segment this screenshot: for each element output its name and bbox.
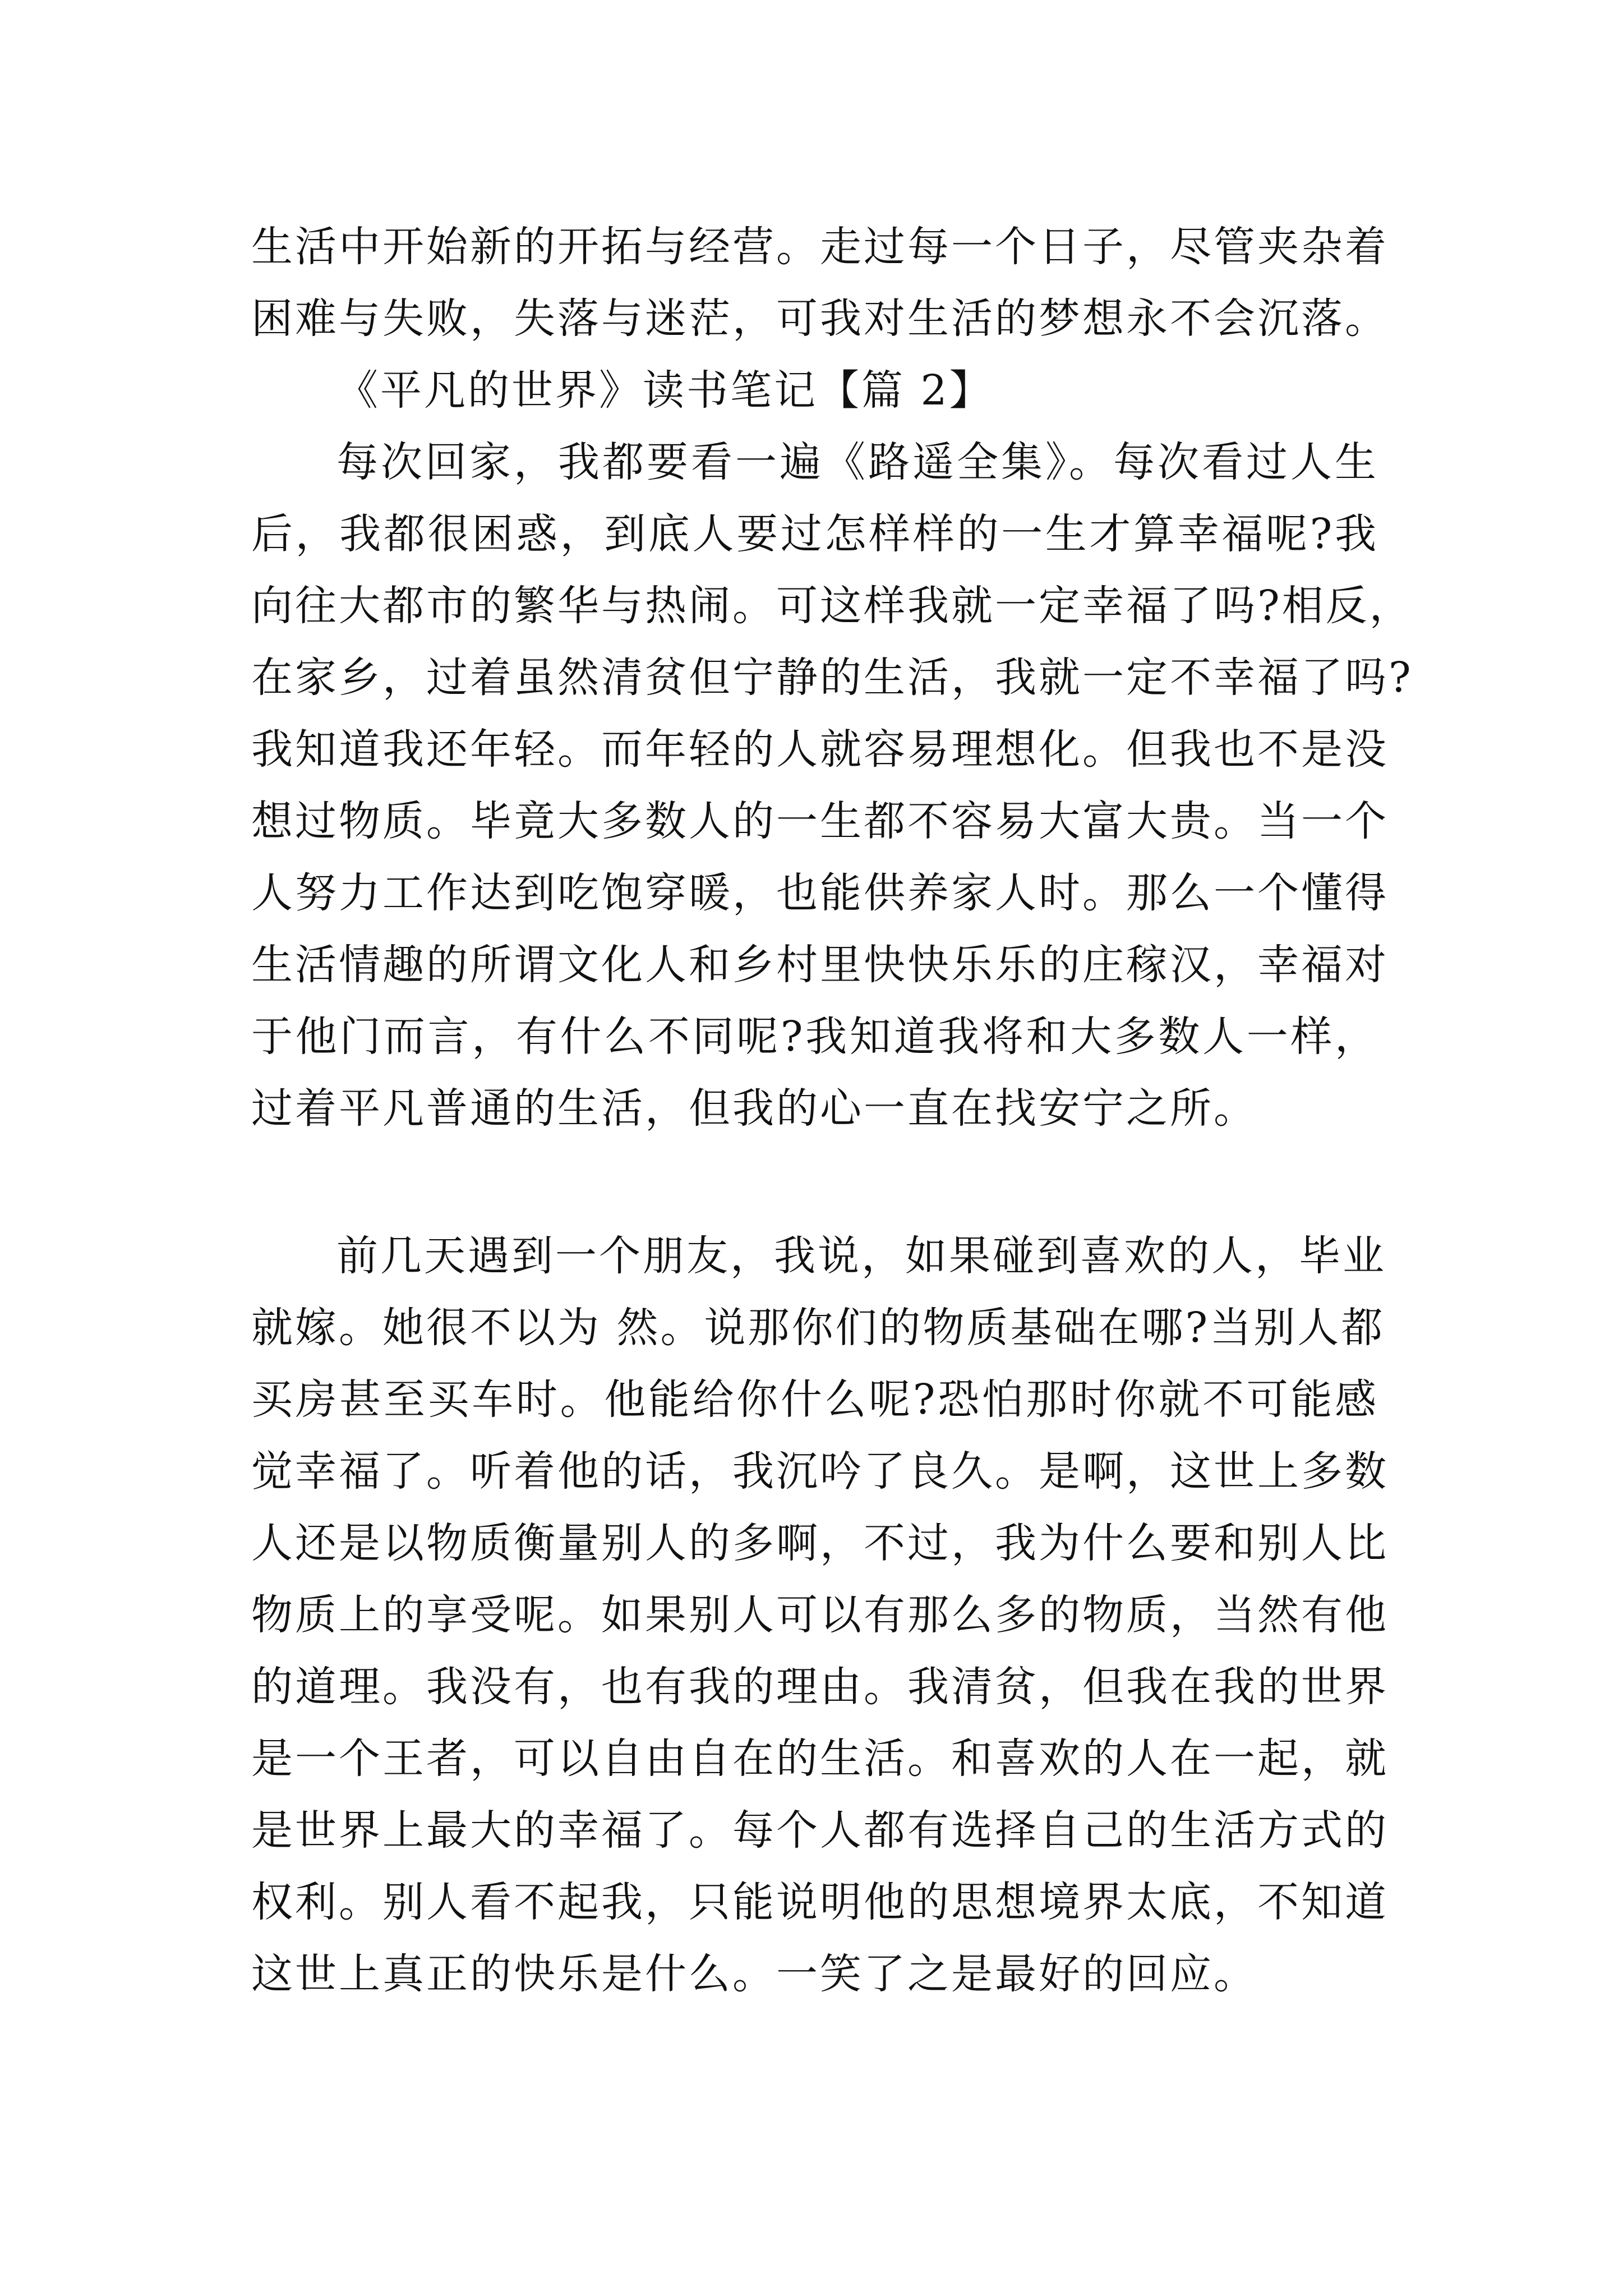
- text-line: 困难与失败，失落与迷茫，可我对生活的梦想永不会沉落。: [251, 295, 1389, 343]
- text-line: 每次回家，我都要看一遍《路遥全集》。每次看过人生: [336, 438, 1378, 486]
- text-line: 于他门而言，有什么不同呢?我知道我将和大多数人一样，: [251, 1013, 1378, 1061]
- text-line: 过着平凡普通的生活，但我的心一直在找安宁之所。: [251, 1084, 1257, 1133]
- text-line: 权利。别人看不起我，只能说明他的思想境界太底，不知道: [251, 1878, 1389, 1926]
- text-line: 觉幸福了。听着他的话，我沉吟了良久。是啊，这世上多数: [251, 1447, 1389, 1496]
- text-line: 人努力工作达到吃饱穿暖，也能供养家人时。那么一个懂得: [251, 869, 1389, 917]
- text-line: 后，我都很困惑，到底人要过怎样样的一生才算幸福呢?我: [251, 510, 1378, 558]
- text-line: 就嫁。她很不以为 然。说那你们的物质基础在哪?当别人都: [251, 1304, 1385, 1352]
- text-line: 这世上真正的快乐是什么。一笑了之是最好的回应。: [251, 1950, 1257, 1998]
- text-line: 我知道我还年轻。而年轻的人就容易理想化。但我也不是没: [251, 725, 1389, 774]
- text-line: 买房甚至买车时。他能给你什么呢?恐怕那时你就不可能感: [251, 1375, 1378, 1424]
- text-line: 前几天遇到一个朋友，我说，如果碰到喜欢的人，毕业: [336, 1232, 1386, 1280]
- continuation-paragraph: [251, 211, 1389, 355]
- section-heading-block: [251, 355, 1378, 426]
- text-line: 是一个王者，可以自由自在的生活。和喜欢的人在一起，就: [251, 1734, 1389, 1783]
- paragraph-1: [251, 426, 1413, 1144]
- text-line: 人还是以物质衡量别人的多啊，不过，我为什么要和别人比: [251, 1519, 1389, 1567]
- text-line: 物质上的享受呢。如果别人可以有那么多的物质，当然有他: [251, 1591, 1389, 1639]
- text-line: 生活中开始新的开拓与经营。走过每一个日子，尽管夹杂着: [251, 223, 1389, 271]
- section-heading: 《平凡的世界》读书笔记【篇 2】: [336, 366, 993, 415]
- text-line: 是世界上最大的幸福了。每个人都有选择自己的生活方式的: [251, 1806, 1389, 1855]
- text-line: 想过物质。毕竟大多数人的一生都不容易大富大贵。当一个: [251, 797, 1389, 845]
- text-line: 生活情趣的所谓文化人和乡村里快快乐乐的庄稼汉，幸福对: [251, 941, 1389, 989]
- paragraph-2: [251, 1220, 1389, 2010]
- text-line: 向往大都市的繁华与热闹。可这样我就一定幸福了吗?相反，: [251, 582, 1413, 630]
- text-line: 的道理。我没有，也有我的理由。我清贫，但我在我的世界: [251, 1663, 1389, 1711]
- text-line: 在家乡，过着虽然清贫但宁静的生活，我就一定不幸福了吗?: [251, 654, 1413, 702]
